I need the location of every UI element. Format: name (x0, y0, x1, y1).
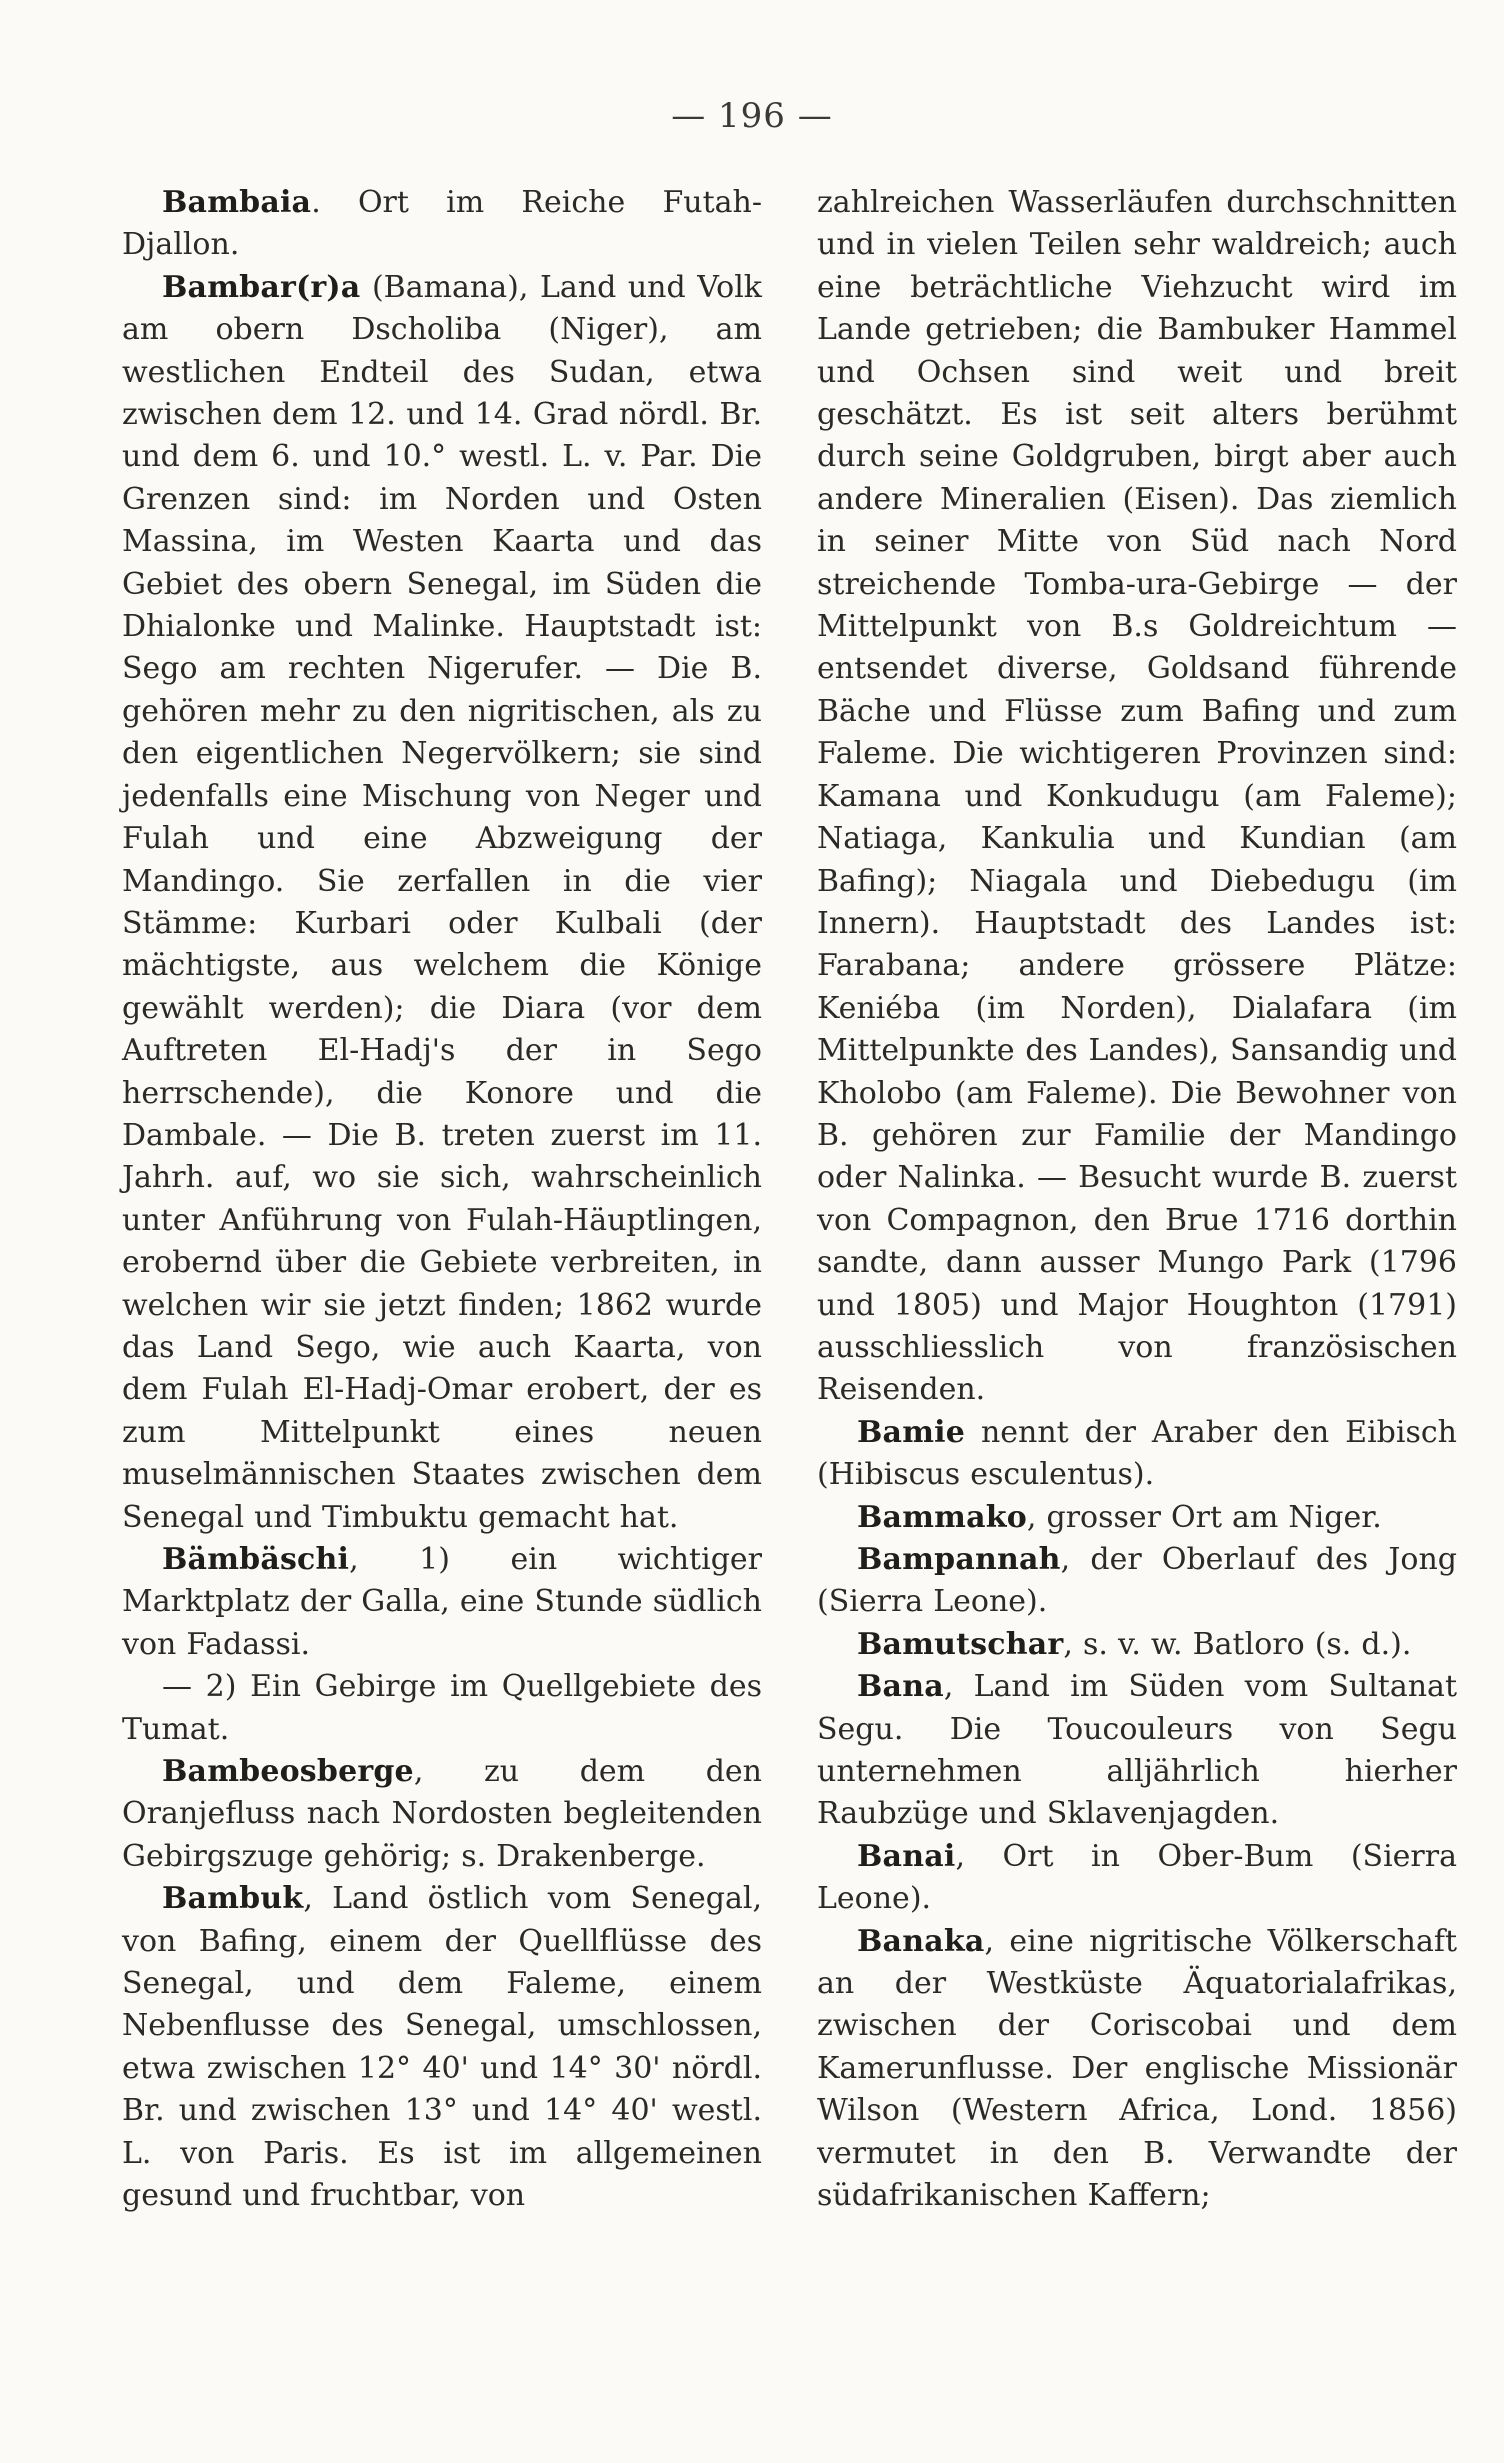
left-column (122, 182, 762, 2218)
dictionary-entry (817, 1539, 1457, 1624)
entry-text: — 2) Ein Gebirge im Quellgebiete des Tumat. (122, 1669, 762, 1747)
entry-text: , Land im Süden vom Sultanat Segu. Die Toucouleurs von Segu unternehmen alljährlich hierher Raubzüge und Sklavenjagden. (817, 1669, 1457, 1832)
entry-text: , s. v. w. Batloro (s. d.). (1063, 1626, 1412, 1662)
entry-term: Bammako (857, 1499, 1027, 1535)
entry-text: , Ort in Ober-Bum (Sierra Leone). (817, 1838, 1457, 1917)
entry-term: Banai (857, 1838, 956, 1874)
entry-text: , grosser Ort am Niger. (1026, 1499, 1382, 1535)
entry-text: . Ort im Reiche Futah-Djallon. (122, 185, 762, 263)
entry-term: Bambaia (162, 185, 312, 220)
dictionary-entry (817, 1497, 1457, 1539)
dictionary-entry (122, 182, 762, 267)
dictionary-entry (817, 1624, 1457, 1666)
entry-text: , der Oberlauf des Jong (Sierra Leone). (817, 1542, 1457, 1620)
entry-term: Bana (857, 1669, 944, 1705)
page-number: — 196 — (671, 96, 833, 136)
dictionary-entry (122, 1666, 762, 1751)
dictionary-entry (817, 1412, 1457, 1497)
entry-text: , 1) ein wichtiger Marktplatz der Galla, eine Stunde südlich von Fadassi. (122, 1542, 762, 1662)
entry-term: Bamutschar (857, 1626, 1064, 1662)
dictionary-entry (817, 1836, 1457, 1921)
dictionary-entry (122, 267, 762, 1539)
dictionary-entry (122, 1539, 762, 1666)
dictionary-entry (122, 1751, 762, 1878)
right-column (817, 182, 1457, 2218)
dictionary-entry (817, 1921, 1457, 2218)
entry-text: (Bamana), Land und Volk am obern Dscholiba (Niger), am westlichen Endteil des Sudan, etwa zwischen dem 12. und 14. Grad nördl. Br. und dem 6. und 10.° westl. L. v. Par. Die Grenzen sind: im Norden und Osten Massina, im Westen Kaarta und das Gebiet des obern Senegal, im Süden die Dhialonke und Malinke. Hauptstadt ist: Sego am rechten Nigerufer. — Die B. gehören mehr zu den nigritischen, als zu den eigentlichen Negervölkern; sie sind jedenfalls eine Mischung von Neger und Fulah und eine Abzweigung der Mandingo. Sie zerfallen in die vier Stämme: Kurbari oder Kulbali (der mächtigste, aus welchem die Könige gewählt werden); die Diara (vor dem Auftreten El-Hadj's der in Sego herrschende), die Konore und die Dambale. — Die B. treten zuerst im 11. Jahrh. auf, wo sie sich, wahrscheinlich unter Anführung von Fulah-Häuptlingen, erobernd über die Gebiete verbreiten, in welchen wir sie jetzt finden; 1862 wurde das Land Sego, wie auch Kaarta, von dem Fulah El-Hadj-Omar erobert, der es zum Mittelpunkt eines neuen muselmännischen Staates zwischen dem Senegal und Timbuktu gemacht hat. (122, 269, 762, 1535)
entry-term: Bampannah (857, 1542, 1061, 1577)
entry-term: Bämbäschi (162, 1542, 350, 1577)
dictionary-entry (817, 182, 1457, 1412)
entry-term: Bambeosberge (162, 1754, 414, 1790)
dictionary-entry (122, 1878, 762, 2217)
entry-text: , eine nigritische Völkerschaft an der Westküste Äquatorialafrikas, zwischen der Coriscobai und dem Kamerunflusse. Der englische Missionär Wilson (Western Africa, Lond. 1856) vermutet in den B. Verwandte der südafrikanischen Kaffern; (817, 1923, 1457, 2214)
entry-term: Bambuk (162, 1881, 304, 1917)
entry-text: , zu dem den Oranjefluss nach Nordosten begleitenden Gebirgszuge gehörig; s. Drakenberge. (122, 1754, 762, 1874)
entry-text: nennt der Araber den Eibisch (Hibiscus esculentus). (817, 1414, 1457, 1493)
entry-term: Bamie (857, 1414, 966, 1450)
entry-text: zahlreichen Wasserläufen durchschnitten und in vielen Teilen sehr waldreich; auch eine beträchtliche Viehzucht wird im Lande getrieben; die Bambuker Hammel und Ochsen sind weit und breit geschätzt. Es ist seit alters berühmt durch seine Goldgruben, birgt aber auch andere Mineralien (Eisen). Das ziemlich in seiner Mitte von Süd nach Nord streichende Tomba-ura-Gebirge — der Mittelpunkt von B.s Goldreichtum — entsendet diverse, Goldsand führende Bäche und Flüsse zum Bafing und zum Faleme. Die wichtigeren Provinzen sind: Kamana und Konkudugu (am Faleme); Natiaga, Kankulia und Kundian (am Bafing); Niagala und Diebedugu (im Innern). Hauptstadt des Landes ist: Farabana; andere grössere Plätze: Keniéba (im Norden), Dialafara (im Mittelpunkte des Landes), Sansandig und Kholobo (am Faleme). Die Bewohner von B. gehören zur Familie der Mandingo oder Nalinka. — Besucht wurde B. zuerst von Compagnon, den Brue 1716 dorthin sandte, dann ausser Mungo Park (1796 und 1805) und Major Houghton (1791) ausschliesslich von französischen Reisenden. (817, 185, 1457, 1408)
entry-term: Banaka (857, 1923, 985, 1959)
entry-term: Bambar(r)a (162, 269, 361, 305)
entry-text: , Land östlich vom Senegal, von Bafing, einem der Quellflüsse des Senegal, und dem Faleme, einem Nebenflusse des Senegal, umschlossen, etwa zwischen 12° 40' und 14° 30' nördl. Br. und zwischen 13° und 14° 40' westl. L. von Paris. Es ist im allgemeinen gesund und fruchtbar, von (122, 1881, 762, 2214)
dictionary-entry (817, 1666, 1457, 1836)
